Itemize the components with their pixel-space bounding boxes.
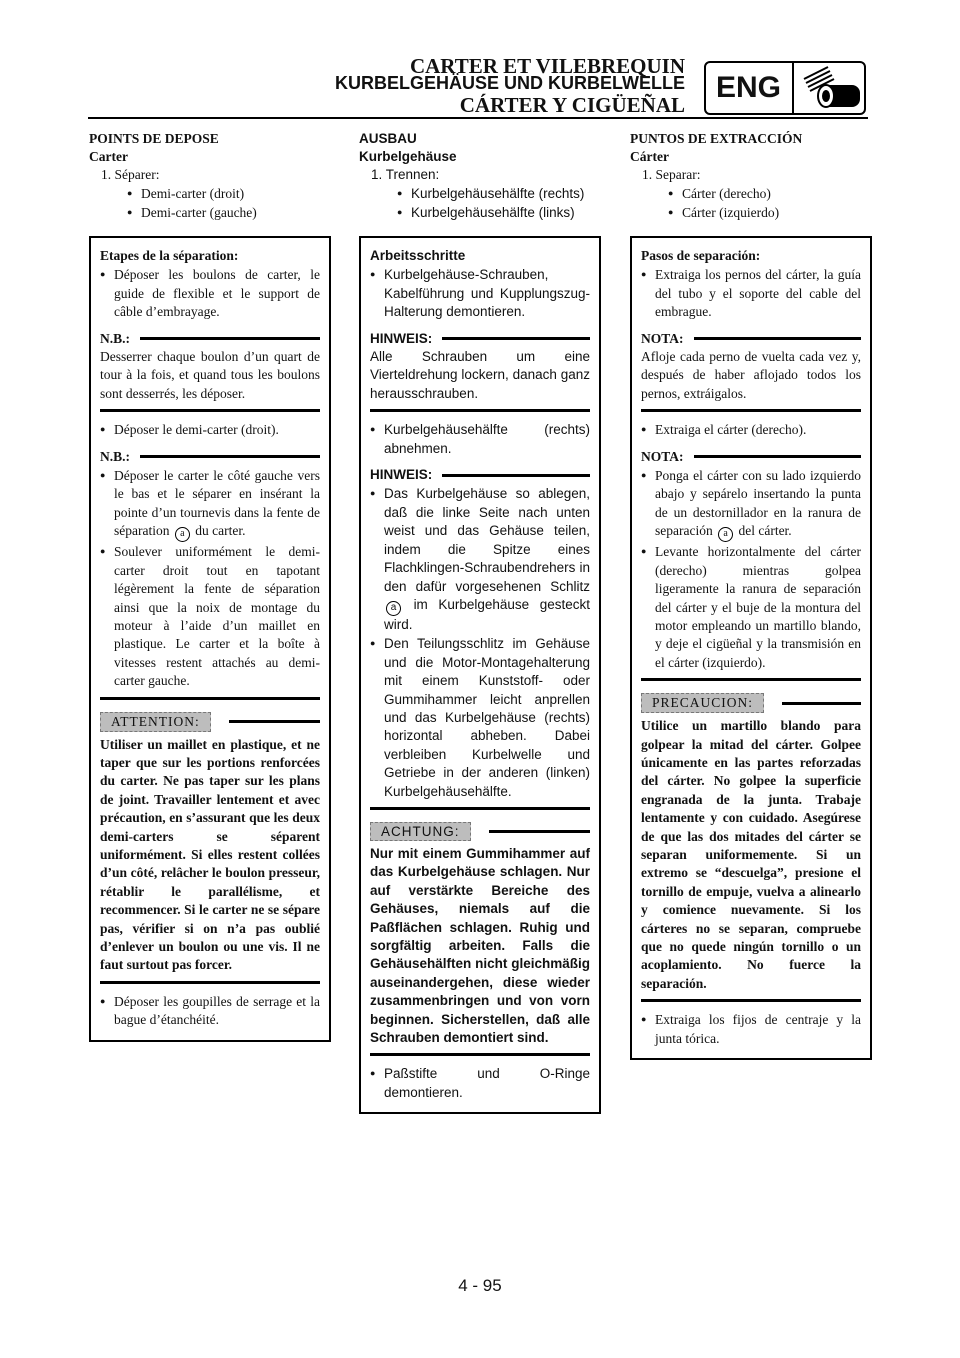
section-title: PUNTOS DE EXTRACCIÓN [630,131,803,146]
bullet-item: ● Déposer les goupilles de serrage et la bague d’étanchéité. [100,992,320,1030]
procedure-box [359,236,601,1114]
note-bullet: ● Déposer le carter le côté gauche vers le bas et le séparer en insérant la pointe d’un tournevis dans la fente de séparation a du carter. [100,466,320,542]
bullet-item: ● Paßstifte und O-Ringe demontieren. [370,1064,590,1102]
note-text: Afloje cada perno de vuelta cada vez y, después de haber aflojado todos los pernos, extráigalos. [641,349,861,401]
note-bullet: ● Ponga el cárter con su lado izquierdo abajo y sepárelo insertando la punta de un destornillador en la ranura de separación a del cárter. [641,466,861,542]
bullet-item: ● Kurbelgehäusehälfte (rechts) abnehmen. [370,420,590,458]
caution-label: PRECAUCION: [641,693,764,713]
divider [100,409,320,412]
divider [641,678,861,681]
page-number: 4 - 95 [458,1276,502,1295]
subsection-title: Cárter [630,149,669,164]
divider [641,409,861,412]
bullet-item: ● Déposer les boulons de carter, le guide de flexible et le support de câble d’embrayage. [100,265,320,321]
badge-divider [792,63,794,113]
bullet-item: ● Extraiga el cárter (derecho). [641,420,861,439]
box-title: Pasos de separación: [641,248,761,263]
divider [100,697,320,700]
step-1: 1. Séparer: [101,167,160,182]
note-text: Desserrer chaque boulon d’un quart de tour à la fois, et quand tous les boulons sont desserrés, les déposer. [100,349,320,401]
section-title: AUSBAU [359,131,417,146]
engine-crankshaft-icon [798,65,864,111]
note-text: Alle Schrauben um eine Vierteldrehung lockern, danach ganz herausschrauben. [370,349,590,401]
subsection-title: Kurbelgehäuse [359,149,457,164]
procedure-box [89,236,331,1042]
callout-a-icon: a [718,527,733,542]
procedure-box [630,236,872,1060]
title-es: CÁRTER Y CIGÜEÑAL [459,93,685,117]
note-heading [100,448,320,466]
list-item: ● Cárter (derecho) [630,184,872,203]
box-title: Etapes de la séparation: [100,248,239,263]
note-label: N.B.: [100,330,130,346]
title-fr: CARTER ET VILEBREQUIN [409,54,685,78]
note-heading [370,330,590,348]
caution-text: Utiliser un maillet en plastique, et ne taper que sur les portions renforcées du carter. Ne pas taper sur les plans de joint. Travailler lentement et avec précaution, en s’assurant que les deux demi-carters se séparent uniformément. Si elles restent collées d’un côté, relâcher le boulon presseur, rétablir le parallélisme, et recommencer. Si le carter ne se sépare pas, vérifier si on n’a pas oublié d’enlever un boulon ou une vis. Il ne faut surtout pas forcer. [100,736,320,973]
note-heading [641,448,861,466]
divider [370,409,590,412]
section-title: POINTS DE DEPOSE [89,131,219,146]
note-bullet: ● Den Teilungsschlitz im Gehäuse und die Motor-Montagehalterung mit einem Kunststoff- oder Gummihammer leicht anprellen und das Kurbelgehäuse (rechts) horizontal abheben. Dabei verbleiben Kurbelwelle und Getriebe in der anderen (linken) Kurbelgehäusehälfte. [370,634,590,801]
note-bullet: ● Levante horizontalmente del cárter (derecho) mientras golpea ligeramente la ranura de separación del cárter y el buje de la montura del motor empleando un martillo blando, y deje el cigüeñal y la transmisión en el cárter (izquierdo). [641,542,861,672]
list-item: ● Demi-carter (gauche) [89,203,331,222]
list-item: ● Demi-carter (droit) [89,184,331,203]
bullet-item: ● Déposer le demi-carter (droit). [100,420,320,439]
title-de: KURBELGEHÄUSE UND KURBELWELLE [334,73,685,93]
caution-text: Utilice un martillo blando para golpear la mitad del cárter. Golpee únicamente en las partes reforzadas del cárter. No golpee la superficie engranada de la junta. Trabaje lentamente y con cuidado. Asegúrese de que las dos mitades del cárter se separan uniformemente. Si un extremo se “descuelga”, presione el tornillo de empuje, vuelva a alinearlo y comience nuevamente. Si los cárteres no se separan, compruebe que no quede ningún tornillo o un acoplamiento. No fuerce la separación. [641,718,861,991]
divider [641,999,861,1002]
callout-a-icon: a [175,527,190,542]
list-item: ● Kurbelgehäusehälfte (rechts) [359,184,601,203]
caution-label: ACHTUNG: [370,822,471,841]
bullet-item: ● Extraiga los pernos del cárter, la guía del tubo y el soporte del cable del embrague. [641,265,861,321]
note-bullet: ● Das Kurbelgehäuse so ablegen, daß die linke Seite nach unten weist und das Gehäuse teilen, indem die Spitze eines Flachklingen-Schraubendrehers in den dafür vorgesehenen Schlitz a im Kurbelgehäuse gesteckt wird. [370,484,590,634]
list-item: ● Kurbelgehäusehälfte (links) [359,203,601,222]
caution-label: ATTENTION: [100,712,211,732]
page-header [0,0,960,120]
divider [370,807,590,810]
divider [370,1053,590,1056]
note-label: NOTA: [641,330,684,346]
divider [100,981,320,984]
eng-badge [704,61,866,115]
note-label: NOTA: [641,448,684,464]
caution-heading [370,822,590,841]
list-item: ● Cárter (izquierdo) [630,203,872,222]
note-heading [641,330,861,348]
note-heading [370,466,590,484]
subsection-title: Carter [89,149,128,164]
step-1: 1. Separar: [642,167,701,182]
note-label: N.B.: [100,448,130,464]
note-heading [100,330,320,348]
caution-heading [641,693,861,713]
note-label: HINWEIS: [370,467,433,483]
box-title: Arbeitsschritte [370,248,466,263]
bullet-item: ● Extraiga los fijos de centraje y la junta tórica. [641,1010,861,1048]
header-rule [88,117,868,119]
column-spanish [630,130,872,1060]
note-bullet: ● Soulever uniformément le demi-carter droit tout en tapotant légèrement la fente de séparation ainsi que la noix de montage du moteur à l’aide d’un maillet en plastique. Le carter et la boîte à vitesses restent attachés au demi-carter gauche. [100,542,320,690]
step-1: 1. Trennen: [371,167,440,182]
caution-heading [100,712,320,732]
callout-a-icon: a [386,601,401,616]
note-label: HINWEIS: [370,330,433,346]
eng-label: ENG [716,71,782,104]
column-french [89,130,331,1042]
caution-text: Nur mit einem Gummihammer auf das Kurbelgehäuse schlagen. Nur auf verstärkte Bereiche des Gehäuses, niemals auf die Paßflächen schlagen. Ruhig und sorgfältig arbeiten. Falls die Gehäusehälften nicht gleichmäßig auseinandergehen, diese wieder zusammenbringen und von vorn beginnen. Sicherstellen, daß alle Schrauben demontiert sind. [370,845,590,1046]
column-german [359,130,601,1114]
bullet-item: ● Kurbelgehäuse-Schrauben, Kabelführung und Kupplungszug-Halterung demontieren. [370,265,590,321]
